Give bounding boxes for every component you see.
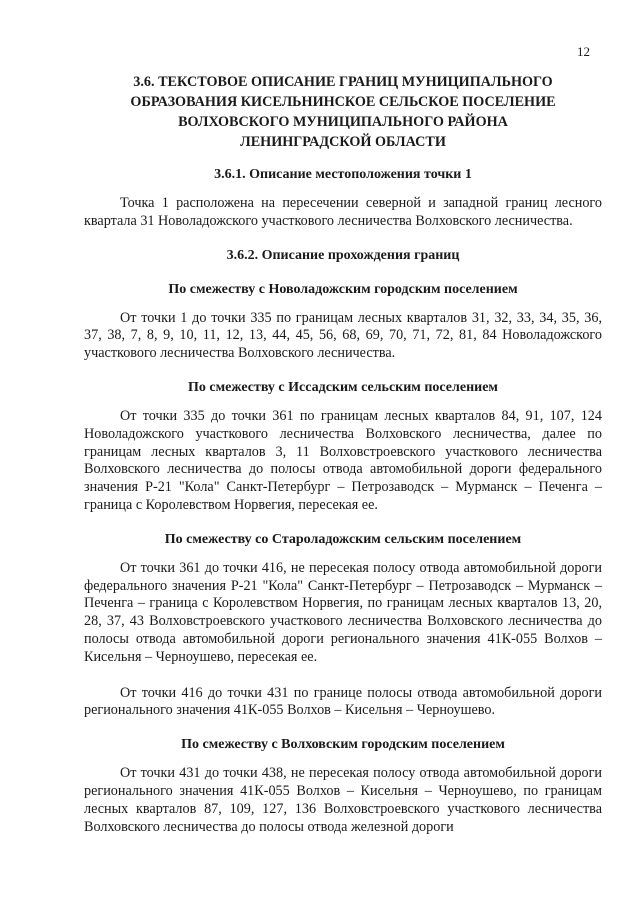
title-line: ОБРАЗОВАНИЯ КИСЕЛЬНИНСКОЕ СЕЛЬСКОЕ ПОСЕЛЕНИЕ: [130, 94, 556, 110]
document-title: [84, 72, 602, 152]
paragraph: От точки 335 до точки 361 по границам лесных кварталов 84, 91, 107, 124 Новоладожского участкового лесничества Волховского лесничества, далее по границам лесных кварталов 3, 11 Волховстроевского участкового лесничества Волховского лесничества до полосы отвода автомобильной дороги федерального значения Р-21 "Кола" Санкт-Петербург – Петрозаводск – Мурманск – Печенга – граница с Королевством Норвегия, пересекая ее.: [84, 407, 602, 513]
paragraph: От точки 1 до точки 335 по границам лесных кварталов 31, 32, 33, 34, 35, 36, 37, 38, 7, 8, 9, 10, 11, 12, 13, 44, 45, 56, 68, 69, 70, 71, 72, 81, 84 Новоладожского участкового лесничества Волховского лесничества.: [84, 309, 602, 362]
section-heading-point-location: 3.6.1. Описание местоположения точки 1: [214, 167, 472, 182]
section-heading-novoladozhskoe: По смежеству с Новоладожским городским поселением: [168, 281, 518, 297]
paragraph: Точка 1 расположена на пересечении северной и западной границ лесного квартала 31 Новоладожского участкового лесничества Волховского лесничества.: [84, 195, 602, 229]
document-body: [84, 72, 602, 836]
title-line: ВОЛХОВСКОГО МУНИЦИПАЛЬНОГО РАЙОНА: [178, 114, 508, 130]
paragraph: От точки 431 до точки 438, не пересекая полосу отвода автомобильной дороги регионального значения 41К-055 Волхов – Кисельня – Черноушево, по границам лесных кварталов 87, 109, 127, 136 Волховстроевского участкового лесничества Волховского лесничества до полосы отвода железной дороги: [84, 765, 602, 835]
title-line: 3.6. ТЕКСТОВОЕ ОПИСАНИЕ ГРАНИЦ МУНИЦИПАЛЬНОГО: [133, 74, 553, 90]
section-heading-staroladozhskoe: По смежеству со Староладожским сельским поселением: [164, 531, 522, 547]
section-heading-boundaries: 3.6.2. Описание прохождения границ: [226, 247, 460, 263]
title-line: ЛЕНИНГРАДСКОЙ ОБЛАСТИ: [240, 134, 446, 150]
paragraph: От точки 416 до точки 431 по границе полосы отвода автомобильной дороги регионального значения 41К-055 Волхов – Кисельня – Черноушево.: [84, 684, 602, 719]
paragraph: От точки 361 до точки 416, не пересекая полосу отвода автомобильной дороги федерального значения Р-21 "Кола" Санкт-Петербург – Петрозаводск – Мурманск – Печенга – граница с Королевством Норвегия, по границам лесных кварталов 13, 20, 28, 37, 43 Волховстроевского участкового лесничества Волховского лесничества до полосы отвода автомобильной дороги регионального значения 41К-055 Волхов – Кисельня – Черноушево, пересекая ее.: [84, 559, 602, 665]
section-heading-issadskoe: По смежеству с Иссадским сельским поселением: [188, 379, 498, 395]
section-heading-volkhovskoe: По смежеству с Волховским городским поселением: [181, 737, 505, 753]
page-number: 12: [577, 44, 590, 59]
